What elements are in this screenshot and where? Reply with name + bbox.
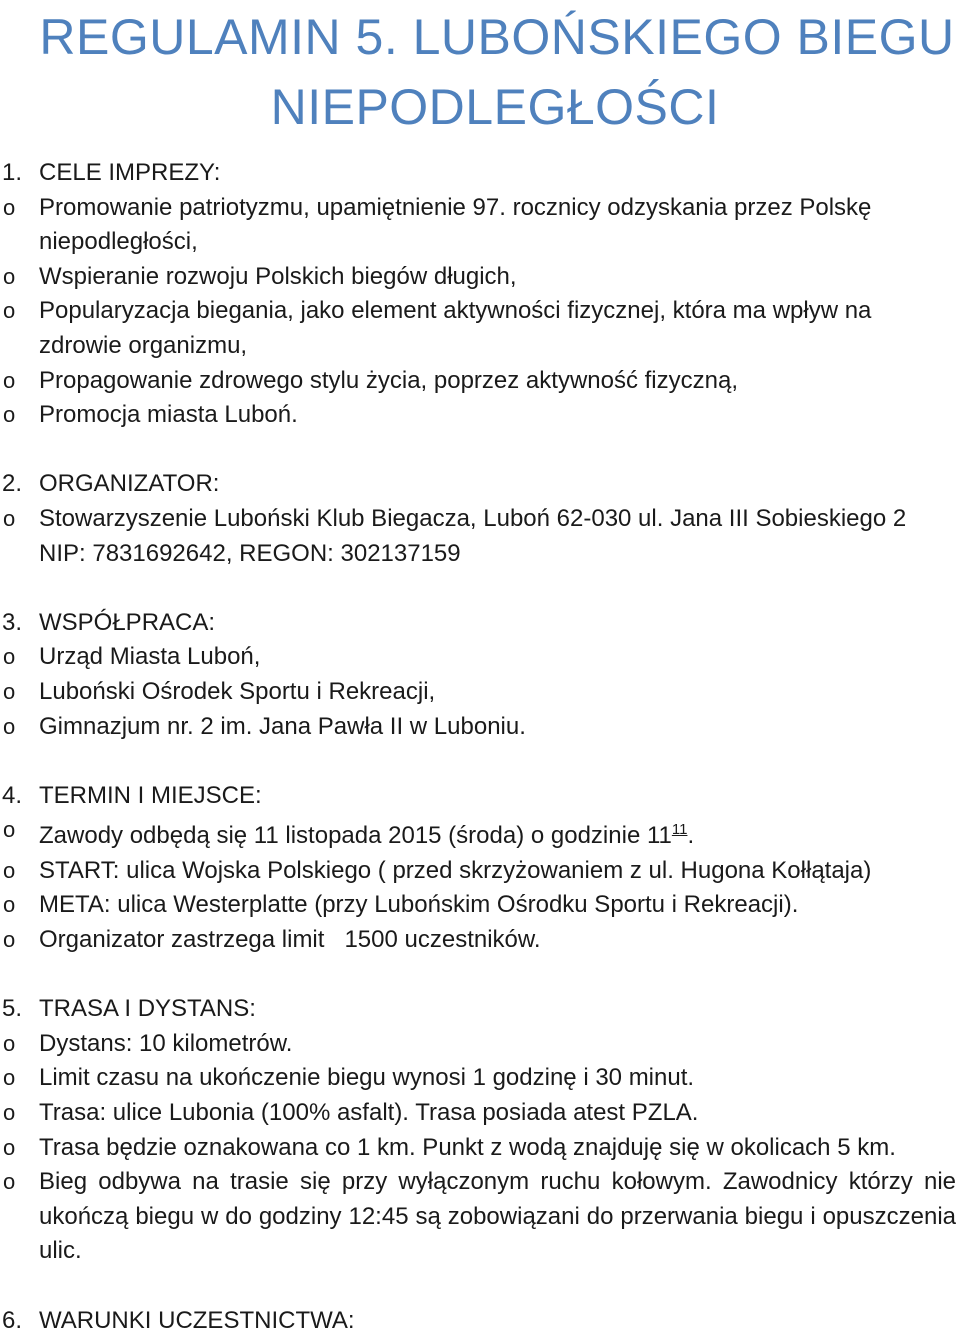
list-item bbox=[0, 710, 960, 745]
section-list bbox=[0, 502, 960, 537]
section-number: 5. bbox=[2, 995, 23, 1023]
list-item-text: Stowarzyszenie Luboński Klub Biegacza, Luboń 62-030 ul. Jana III Sobieskiego 2 bbox=[39, 504, 907, 532]
list-item-text: Promocja miasta Luboń. bbox=[39, 401, 298, 429]
list-item bbox=[0, 923, 960, 958]
bullet-icon: o bbox=[3, 402, 16, 428]
section-wspolpraca bbox=[0, 606, 960, 744]
bullet-icon: o bbox=[3, 857, 16, 883]
bullet-icon: o bbox=[3, 1065, 16, 1091]
list-item-text: Organizator zastrzega limit 1500 uczestników. bbox=[39, 926, 541, 954]
section-title: CELE IMPREZY: bbox=[39, 159, 221, 186]
list-item-text: Gimnazjum nr. 2 im. Jana Pawła II w Luboniu. bbox=[39, 712, 526, 740]
section-number: 4. bbox=[2, 781, 23, 809]
section-list bbox=[0, 191, 960, 433]
event-time-main: Zawody odbędą się 11 listopada 2015 (środa) o godzinie 11 bbox=[39, 822, 672, 850]
bullet-icon: o bbox=[3, 367, 16, 393]
list-item-text: Bieg odbywa na trasie się przy wyłączonym ruchu kołowym. Zawodnicy którzy nie ukończą biegu w do godziny 12:45 są zobowiązani do przerwania biegu i opuszczenia ulic. bbox=[39, 1168, 956, 1265]
bullet-icon: o bbox=[3, 505, 16, 531]
section-warunki-uczestnictwa bbox=[0, 1304, 960, 1338]
section-list bbox=[0, 1027, 960, 1269]
bullet-icon: o bbox=[3, 1169, 16, 1195]
bullet-icon: o bbox=[3, 644, 16, 670]
list-item-text: Popularyzacja biegania, jako element aktywności fizycznej, która ma wpływ na zdrowie organizmu, bbox=[39, 297, 872, 359]
list-item-text: Limit czasu na ukończenie biegu wynosi 1 godzinę i 30 minut. bbox=[39, 1064, 695, 1092]
section-cele-imprezy bbox=[0, 156, 960, 433]
list-item-text: META: ulica Westerplatte (przy Lubońskim Ośrodku Sportu i Rekreacji). bbox=[39, 891, 799, 919]
section-number: 6. bbox=[2, 1306, 23, 1334]
list-item bbox=[0, 640, 960, 675]
event-time-end: . bbox=[687, 822, 695, 850]
list-item-text: Propagowanie zdrowego stylu życia, poprzez aktywność fizyczną, bbox=[39, 366, 738, 394]
event-time-minutes: 11 bbox=[671, 821, 688, 839]
organizer-tax-ids: NIP: 7831692642, REGON: 302137159 bbox=[39, 539, 461, 567]
bullet-icon: o bbox=[3, 298, 16, 324]
section-heading bbox=[0, 1304, 960, 1338]
section-heading bbox=[0, 156, 960, 191]
list-item bbox=[0, 502, 960, 537]
section-heading bbox=[0, 779, 960, 814]
list-item bbox=[0, 1131, 960, 1166]
section-list bbox=[0, 813, 960, 957]
section-number: 3. bbox=[2, 608, 23, 636]
bullet-icon: o bbox=[3, 817, 16, 843]
bullet-icon: o bbox=[3, 263, 16, 289]
list-item-text: Wspieranie rozwoju Polskich biegów długich, bbox=[39, 262, 517, 290]
bullet-icon: o bbox=[3, 1030, 16, 1056]
list-item bbox=[0, 1165, 960, 1269]
bullet-icon: o bbox=[3, 1134, 16, 1160]
section-list bbox=[0, 640, 960, 744]
section-termin-i-miejsce bbox=[0, 779, 960, 958]
list-item-text: Dystans: 10 kilometrów. bbox=[39, 1029, 293, 1057]
document-title-line-2: NIEPODLEGŁOŚCI bbox=[270, 79, 720, 135]
section-title: TERMIN I MIEJSCE: bbox=[39, 781, 262, 809]
list-item-text: START: ulica Wojska Polskiego ( przed skrzyżowaniem z ul. Hugona Kołłątaja) bbox=[39, 856, 872, 884]
section-title: ORGANIZATOR: bbox=[39, 470, 220, 498]
bullet-icon: o bbox=[3, 713, 16, 739]
bullet-icon: o bbox=[3, 927, 16, 953]
list-item bbox=[0, 260, 960, 295]
list-item bbox=[0, 854, 960, 889]
section-heading bbox=[0, 467, 960, 502]
section-heading bbox=[0, 992, 960, 1027]
list-item-text: Urząd Miasta Luboń, bbox=[39, 643, 261, 671]
list-item bbox=[0, 675, 960, 710]
list-item bbox=[0, 294, 960, 363]
list-item-text: Trasa będzie oznakowana co 1 km. Punkt z wodą znajduję się w okolicach 5 km. bbox=[39, 1133, 896, 1161]
bullet-icon: o bbox=[3, 678, 16, 704]
section-number: 2. bbox=[2, 470, 23, 498]
list-item bbox=[0, 813, 960, 854]
list-item-text: Promowanie patriotyzmu, upamiętnienie 97. rocznicy odzyskania przez Polskę niepodległości, bbox=[39, 193, 872, 256]
section-trasa-i-dystans bbox=[0, 992, 960, 1269]
document-title-line-1: REGULAMIN 5. LUBOŃSKIEGO BIEGU bbox=[39, 9, 955, 65]
section-number: 1. bbox=[2, 159, 23, 186]
list-item bbox=[0, 1096, 960, 1131]
list-item bbox=[0, 364, 960, 399]
section-title: WSPÓŁPRACA: bbox=[39, 608, 216, 636]
list-item bbox=[0, 1027, 960, 1062]
section-title: TRASA I DYSTANS: bbox=[39, 995, 256, 1023]
list-item-text: Trasa: ulice Lubonia (100% asfalt). Trasa posiada atest PZLA. bbox=[39, 1099, 699, 1127]
section-organizator bbox=[0, 467, 960, 571]
list-item bbox=[0, 398, 960, 433]
list-item-text: Luboński Ośrodek Sportu i Rekreacji, bbox=[39, 677, 436, 705]
document-title bbox=[0, 0, 960, 142]
section-heading bbox=[0, 606, 960, 641]
list-item bbox=[0, 191, 960, 260]
section-title: WARUNKI UCZESTNICTWA: bbox=[39, 1306, 355, 1334]
list-item bbox=[0, 888, 960, 923]
bullet-icon: o bbox=[3, 1100, 16, 1126]
list-item bbox=[0, 1061, 960, 1096]
bullet-icon: o bbox=[3, 892, 16, 918]
event-time-text bbox=[39, 822, 694, 849]
bullet-icon: o bbox=[3, 194, 16, 220]
